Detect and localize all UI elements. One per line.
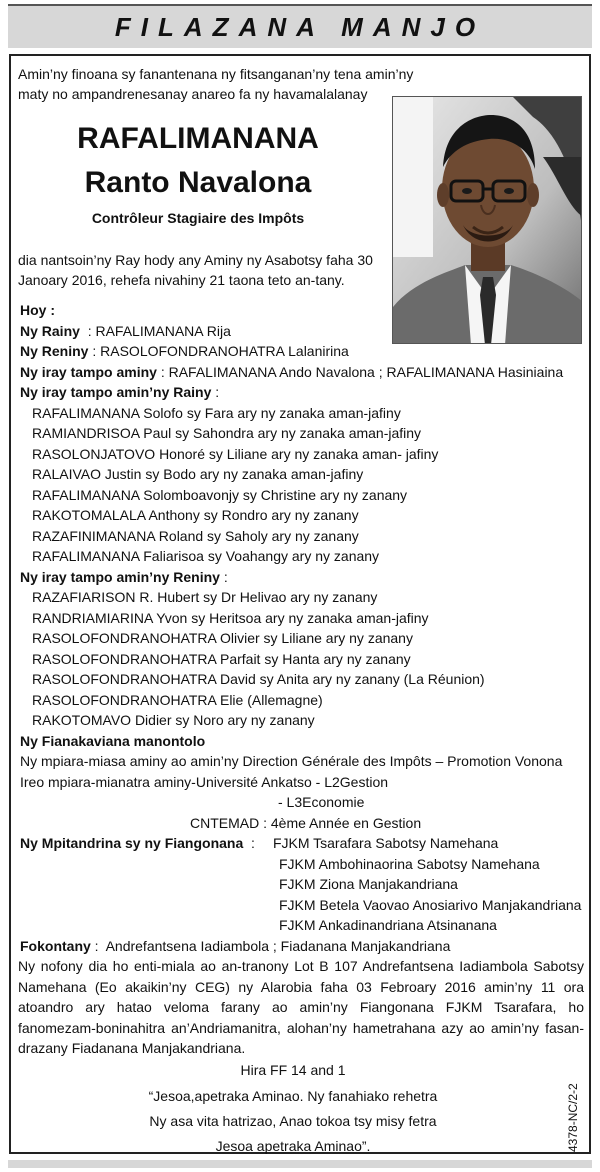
list-item: RASOLOFONDRANOHATRA David sy Anita ary ny zanany (La Réunion): [32, 671, 485, 687]
family-list: [20, 300, 592, 956]
deceased-surname: RAFALIMANANA: [77, 122, 319, 155]
church-item: FJKM Ambohinaorina Sabotsy Namehana: [279, 855, 540, 872]
church-item: FJKM Tsarafara Sabotsy Namehana: [272, 835, 499, 851]
list-item: RASOLOFONDRANOHATRA Elie (Allemagne): [32, 691, 323, 708]
hymn-line: Jesoa apetraka Aminao”.: [215, 1138, 371, 1154]
hymn-line: “Jesoa,apetraka Aminao. Ny fanahiako rehetra: [148, 1088, 438, 1104]
list-item: RAMIANDRISOA Paul sy Sahondra ary ny zanaka aman-jafiny: [32, 425, 422, 441]
bottom-bar: [8, 1160, 592, 1168]
church-item: FJKM Ziona Manjakandriana: [279, 876, 458, 892]
list-item: RALAIVAO Justin sy Bodo ary ny zanaka aman-jafiny: [32, 466, 364, 482]
list-item: RAZAFINIMANANA Roland sy Saholy ary ny zanany: [32, 527, 359, 544]
list-item: RAFALIMANANA Solofo sy Fara ary ny zanaka aman-jafiny: [32, 404, 401, 421]
mother-side-colon: :: [219, 568, 228, 585]
cntemad-line: CNTEMAD : 4ème Année en Gestion: [190, 814, 422, 831]
funeral-details: Ny nofony dia ho enti-miala ao an-tranony Lot B 107 Andrefantsena Iadiambola Sabotsy Namehana (Eo akaikin’ny CEG) ny Alarobia faha 03 Febroary 2016 amin’ny 11 ora atoandro ary hatao veloma farany ao amin’ny Fiangonana FJKM Tsarafara, ho fanomezam-boninahitra an’Andriamanitra, alohan’ny hametrahana azy ao amin’ny fasan-drazany Fiadanana Manjakandriana.: [18, 958, 584, 1056]
hoy-label: Hoy :: [20, 302, 55, 318]
fokontany-row: [20, 936, 592, 957]
father-row: [20, 321, 592, 342]
death-notice: dia nantsoin’ny Ray hody any Aminy ny Asabotsy faha 30 Janoary 2016, rehefa nivahiny 21 taona teto an-tany.: [18, 252, 373, 288]
classmates-line: Ireo mpiara-mianatra aminy-Université Ankatso - L2Gestion: [20, 773, 389, 790]
list-item: RAKOTOMALALA Anthony sy Rondro ary ny zanany: [32, 507, 359, 523]
extended-family-label: Ny Fianakaviana manontolo: [20, 732, 206, 749]
fokontany-label: Fokontany: [20, 937, 91, 954]
colleagues-line: Ny mpiara-miasa aminy ao amin’ny Direction Générale des Impôts – Promotion Vonona: [20, 753, 563, 769]
deceased-role: Contrôleur Stagiaire des Impôts: [91, 210, 305, 226]
mother-label: Ny Reniny: [20, 343, 89, 359]
church-item: FJKM Ankadinandriana Atsinanana: [279, 917, 497, 933]
father-side-colon: :: [211, 384, 220, 400]
list-item: RAKOTOMAVO Didier sy Noro ary ny zanany: [32, 712, 315, 728]
ad-reference: 4378-NC/2-2: [566, 1083, 580, 1152]
father-side-heading: [20, 382, 592, 403]
list-item: RAZAFIARISON R. Hubert sy Dr Helivao ary ny zanany: [32, 589, 378, 605]
mother-row: [20, 341, 592, 362]
father-label: Ny Rainy: [20, 322, 80, 339]
list-item: RAFALIMANANA Solomboavonjy sy Christine ary ny zanany: [32, 486, 408, 503]
notice-header: [8, 4, 592, 48]
list-item: RANDRIAMIARINA Yvon sy Heritsoa ary ny zanaka aman-jafiny: [32, 609, 429, 626]
siblings-label: Ny iray tampo aminy: [20, 363, 157, 380]
list-item: RAFALIMANANA Faliarisoa sy Voahangy ary ny zanany: [32, 548, 380, 564]
churches-colon: :: [243, 835, 255, 851]
father-value: : RAFALIMANANA Rija: [79, 322, 231, 339]
churches-label: Ny Mpitandrina sy ny Fiangonana: [20, 835, 244, 851]
list-item: RASOLOFONDRANOHATRA Olivier sy Liliane ary ny zanany: [32, 630, 413, 646]
deceased-given-names: Ranto Navalona: [84, 166, 312, 199]
father-side-label: Ny iray tampo amin’ny Rainy: [20, 384, 212, 400]
mother-side-heading: [20, 567, 592, 588]
mother-value: : RASOLOFONDRANOHATRA Lalanirina: [88, 343, 349, 359]
siblings-value: : RAFALIMANANA Ando Navalona ; RAFALIMANANA Hasiniaina: [156, 363, 564, 380]
hymn-reference: Hira FF 14 and 1: [240, 1062, 346, 1078]
classmates-l3-line: - L3Economie: [278, 794, 365, 810]
siblings-row: [20, 362, 592, 383]
mother-side-label: Ny iray tampo amin’ny Reniny: [20, 568, 220, 585]
church-item: FJKM Betela Vaovao Anosiarivo Manjakandriana: [279, 896, 582, 913]
list-item: RASOLONJATOVO Honoré sy Liliane ary ny zanaka aman- jafiny: [32, 445, 439, 462]
notice-title: FILAZANA MANJO: [114, 11, 486, 42]
hymn-line: Ny asa vita hatrizao, Anao tokoa tsy misy fetra: [149, 1113, 437, 1129]
list-item: RASOLOFONDRANOHATRA Parfait sy Hanta ary ny zanany: [32, 650, 411, 667]
fokontany-value: : Andrefantsena Iadiambola ; Fiadanana Manjakandriana: [90, 937, 451, 954]
intro-text: Amin’ny finoana sy fanantenana ny fitsanganan’ny tena amin’ny maty no ampandrenesanay anareo fa ny havamalalanay: [18, 66, 414, 102]
churches-heading: [20, 833, 592, 854]
